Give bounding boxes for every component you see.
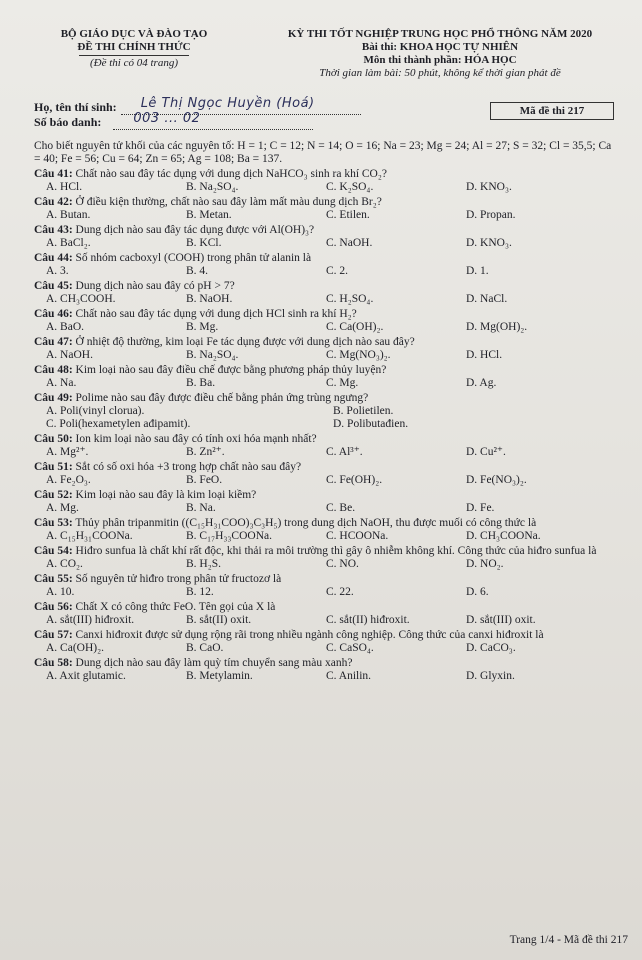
answer-option: B. Na₂SO₄. bbox=[186, 349, 239, 361]
question bbox=[34, 601, 620, 627]
question-stem bbox=[34, 196, 620, 209]
question-label: Câu 55: bbox=[34, 573, 73, 585]
question-label: Câu 50: bbox=[34, 433, 73, 445]
question-text: Số nguyên tử hiđro trong phân tử fructozơ là bbox=[75, 573, 282, 585]
answer-options bbox=[34, 474, 620, 487]
question-stem bbox=[34, 545, 620, 558]
question-stem bbox=[34, 461, 620, 474]
answer-options bbox=[34, 209, 620, 222]
answer-options bbox=[34, 586, 620, 599]
question-stem bbox=[34, 168, 620, 181]
answer-option: B. KCl. bbox=[186, 237, 222, 249]
question-label: Câu 46: bbox=[34, 308, 73, 320]
question-stem bbox=[34, 336, 620, 349]
question-label: Câu 48: bbox=[34, 364, 73, 376]
question-text: Sắt có số oxi hóa +3 trong hợp chất nào sau đây? bbox=[75, 461, 302, 473]
answer-option: C. Fe(OH)₂. bbox=[326, 474, 383, 486]
id-handwriting: 003 ... 02 bbox=[133, 111, 201, 126]
answer-option: D. CH₃COONa. bbox=[466, 530, 541, 542]
question-text: Chất nào sau đây tác dụng với dung dịch NaHCO₃ sinh ra khí CO₂? bbox=[75, 168, 387, 180]
answer-option: B. CaO. bbox=[186, 642, 224, 654]
exam-time: Thời gian làm bài: 50 phút, không kể thời gian phát đề bbox=[319, 67, 561, 79]
question-stem bbox=[34, 252, 620, 265]
answer-options bbox=[34, 418, 620, 431]
exam-code-box: Mã đề thi 217 bbox=[490, 102, 614, 120]
answer-options bbox=[34, 181, 620, 194]
question bbox=[34, 573, 620, 599]
answer-option: C. K₂SO₄. bbox=[326, 181, 374, 193]
answer-option: D. NO₂. bbox=[466, 558, 504, 570]
question-text: Canxi hiđroxit được sử dụng rộng rãi trong nhiều ngành công nghiệp. Công thức của canxi hiđroxit là bbox=[75, 629, 544, 641]
answer-option: A. sắt(III) hiđroxit. bbox=[46, 614, 135, 626]
answer-option: C. 2. bbox=[326, 265, 349, 277]
answer-options bbox=[34, 642, 620, 655]
question-label: Câu 57: bbox=[34, 629, 73, 641]
candidate-info bbox=[34, 96, 620, 130]
question bbox=[34, 308, 620, 334]
question-label: Câu 49: bbox=[34, 392, 73, 404]
answer-option: C. Anilin. bbox=[326, 670, 372, 682]
question-stem bbox=[34, 629, 620, 642]
question-label: Câu 56: bbox=[34, 601, 73, 613]
answer-option: D. Fe(NO₃)₂. bbox=[466, 474, 527, 486]
pages-note: (Đề thi có 04 trang) bbox=[90, 57, 178, 69]
answer-option: A. Na. bbox=[46, 377, 77, 389]
answer-option: D. Cu²⁺. bbox=[466, 446, 506, 458]
answer-option: A. Poli(vinyl clorua). bbox=[46, 405, 145, 417]
answer-option: A. CO₂. bbox=[46, 558, 83, 570]
question-stem bbox=[34, 573, 620, 586]
question-text: Chất nào sau đây tác dụng với dung dịch HCl sinh ra khí H₂? bbox=[75, 308, 357, 320]
answer-option: C. NO. bbox=[326, 558, 359, 570]
question bbox=[34, 517, 620, 543]
question-stem bbox=[34, 489, 620, 502]
question-text: Dung dịch nào sau đây tác dụng được với Al(OH)₃? bbox=[75, 224, 315, 236]
answer-option: D. Mg(OH)₂. bbox=[466, 321, 528, 333]
question bbox=[34, 224, 620, 250]
answer-option: B. FeO. bbox=[186, 474, 223, 486]
question-label: Câu 45: bbox=[34, 280, 73, 292]
question bbox=[34, 657, 620, 683]
answer-option: A. CH₃COOH. bbox=[46, 293, 116, 305]
subject-group: Bài thi: KHOA HỌC TỰ NHIÊN bbox=[361, 41, 519, 53]
answer-option: A. 10. bbox=[46, 586, 75, 598]
answer-option: A. Mg. bbox=[46, 502, 79, 514]
question bbox=[34, 629, 620, 655]
answer-option: D. CaCO₃. bbox=[466, 642, 516, 654]
question-label: Câu 41: bbox=[34, 168, 73, 180]
answer-option: A. Mg²⁺. bbox=[46, 446, 89, 458]
name-handwriting: Lê Thị Ngọc Huyền (Hoá) bbox=[140, 96, 315, 111]
answer-option: D. Fe. bbox=[466, 502, 495, 514]
answer-option: D. KNO₃. bbox=[466, 237, 512, 249]
answer-option: B. 4. bbox=[186, 265, 209, 277]
answer-option: C. Mg. bbox=[326, 377, 359, 389]
answer-option: A. BaO. bbox=[46, 321, 85, 333]
answer-option: A. HCl. bbox=[46, 181, 83, 193]
subject-name: Môn thi thành phần: HÓA HỌC bbox=[363, 54, 517, 66]
question bbox=[34, 392, 620, 431]
answer-option: C. Mg(NO₃)₂. bbox=[326, 349, 391, 361]
answer-option: D. KNO₃. bbox=[466, 181, 512, 193]
answer-option: C. HCOONa. bbox=[326, 530, 389, 542]
answer-option: A. Ca(OH)₂. bbox=[46, 642, 104, 654]
question-label: Câu 52: bbox=[34, 489, 73, 501]
answer-option: D. 1. bbox=[466, 265, 489, 277]
question-text: Polime nào sau đây được điều chế bằng phản ứng trùng ngưng? bbox=[75, 392, 369, 404]
question-text: Ở điều kiện thường, chất nào sau đây làm mất màu dung dịch Br₂? bbox=[75, 196, 382, 208]
answer-option: C. Be. bbox=[326, 502, 356, 514]
question-stem bbox=[34, 224, 620, 237]
question-text: Ion kim loại nào sau đây có tính oxi hóa mạnh nhất? bbox=[75, 433, 317, 445]
answer-options bbox=[34, 670, 620, 683]
name-label: Họ, tên thí sinh: bbox=[34, 100, 117, 114]
question-label: Câu 53: bbox=[34, 517, 73, 529]
question bbox=[34, 433, 620, 459]
question-text: Thủy phân tripanmitin ((C₁₅H₃₁COO)₃C₃H₅) trong dung dịch NaOH, thu được muối có công thức là bbox=[75, 517, 537, 529]
header-left bbox=[34, 28, 234, 80]
question bbox=[34, 196, 620, 222]
question bbox=[34, 168, 620, 194]
answer-option: C. Poli(hexametylen ađipamit). bbox=[46, 418, 191, 430]
answer-options bbox=[34, 293, 620, 306]
answer-option: D. sắt(III) oxit. bbox=[466, 614, 536, 626]
answer-options bbox=[34, 502, 620, 515]
question-list bbox=[34, 168, 620, 683]
question-stem bbox=[34, 392, 620, 405]
answer-option: C. NaOH. bbox=[326, 237, 373, 249]
question-stem bbox=[34, 364, 620, 377]
question-text: Hiđro sunfua là chất khí rất độc, khi thải ra môi trường thì gây ô nhiễm không khí. Công thức của hiđro sunfua là bbox=[75, 545, 597, 557]
answer-option: C. H₂SO₄. bbox=[326, 293, 374, 305]
answer-option: B. Metan. bbox=[186, 209, 232, 221]
exam-title: KỲ THI TỐT NGHIỆP TRUNG HỌC PHỔ THÔNG NĂM 2020 bbox=[287, 28, 593, 40]
question bbox=[34, 489, 620, 515]
answer-option: D. Propan. bbox=[466, 209, 516, 221]
question-label: Câu 42: bbox=[34, 196, 73, 208]
answer-option: B. Mg. bbox=[186, 321, 219, 333]
answer-option: B. Metylamin. bbox=[186, 670, 253, 682]
question-stem bbox=[34, 601, 620, 614]
answer-option: D. Ag. bbox=[466, 377, 497, 389]
question-stem bbox=[34, 517, 620, 530]
question-label: Câu 51: bbox=[34, 461, 73, 473]
question bbox=[34, 252, 620, 278]
answer-options bbox=[34, 558, 620, 571]
question-text: Kim loại nào sau đây điều chế được bằng phương pháp thủy luyện? bbox=[75, 364, 387, 376]
question-label: Câu 58: bbox=[34, 657, 73, 669]
answer-option: A. NaOH. bbox=[46, 349, 93, 361]
question-text: Kim loại nào sau đây là kim loại kiềm? bbox=[75, 489, 257, 501]
question-text: Số nhóm cacboxyl (COOH) trong phân tử alanin là bbox=[75, 252, 312, 264]
answer-option: B. Na. bbox=[186, 502, 216, 514]
answer-option: B. 12. bbox=[186, 586, 214, 598]
question-stem bbox=[34, 280, 620, 293]
answer-option: D. Polibutađien. bbox=[333, 418, 409, 430]
question bbox=[34, 461, 620, 487]
answer-options bbox=[34, 530, 620, 543]
answer-option: A. 3. bbox=[46, 265, 69, 277]
official-label: ĐỀ THI CHÍNH THỨC bbox=[77, 41, 191, 53]
question-text: Chất X có công thức FeO. Tên gọi của X là bbox=[75, 601, 276, 613]
answer-option: A. Axit glutamic. bbox=[46, 670, 126, 682]
question-label: Câu 54: bbox=[34, 545, 73, 557]
question-text: Ở nhiệt độ thường, kim loại Fe tác dụng được với dung dịch nào sau đây? bbox=[75, 336, 415, 348]
question-text: Dung dịch nào sau đây làm quỳ tím chuyển sang màu xanh? bbox=[75, 657, 353, 669]
answer-options bbox=[34, 349, 620, 362]
answer-option: B. sắt(II) oxit. bbox=[186, 614, 252, 626]
question bbox=[34, 336, 620, 362]
answer-option: D. NaCl. bbox=[466, 293, 508, 305]
answer-option: C. Ca(OH)₂. bbox=[326, 321, 384, 333]
answer-options bbox=[34, 405, 620, 418]
atomic-masses: Cho biết nguyên tử khối của các nguyên tố: H = 1; C = 12; N = 14; O = 16; Na = 23; Mg = 24; Al = 27; S = 32; Cl = 35,5; Ca = 40; Fe = 56; Cu = 64; Zn = 65; Ag = 108; Ba = 137. bbox=[34, 140, 612, 165]
question-label: Câu 43: bbox=[34, 224, 73, 236]
question-label: Câu 47: bbox=[34, 336, 73, 348]
answer-option: B. Zn²⁺. bbox=[186, 446, 225, 458]
answer-option: B. NaOH. bbox=[186, 293, 233, 305]
answer-option: B. Polietilen. bbox=[333, 405, 394, 417]
answer-options bbox=[34, 446, 620, 459]
answer-option: A. Fe₂O₃. bbox=[46, 474, 91, 486]
answer-options bbox=[34, 377, 620, 390]
answer-options bbox=[34, 265, 620, 278]
answer-options bbox=[34, 321, 620, 334]
question-stem bbox=[34, 657, 620, 670]
ministry-name: BỘ GIÁO DỤC VÀ ĐÀO TẠO bbox=[60, 28, 208, 40]
id-line bbox=[113, 111, 313, 130]
question-stem bbox=[34, 433, 620, 446]
header-divider bbox=[79, 55, 189, 56]
exam-header bbox=[34, 28, 620, 80]
answer-option: B. Na₂SO₄. bbox=[186, 181, 239, 193]
answer-option: C. sắt(II) hiđroxit. bbox=[326, 614, 410, 626]
answer-options bbox=[34, 614, 620, 627]
answer-option: A. C₁₅H₃₁COONa. bbox=[46, 530, 133, 542]
answer-option: D. 6. bbox=[466, 586, 489, 598]
answer-option: A. Butan. bbox=[46, 209, 91, 221]
question bbox=[34, 364, 620, 390]
header-right bbox=[260, 28, 620, 80]
answer-option: B. Ba. bbox=[186, 377, 216, 389]
answer-option: C. CaSO₄. bbox=[326, 642, 374, 654]
answer-option: D. HCl. bbox=[466, 349, 503, 361]
question-label: Câu 44: bbox=[34, 252, 73, 264]
answer-option: C. Etilen. bbox=[326, 209, 370, 221]
answer-option: A. BaCl₂. bbox=[46, 237, 91, 249]
answer-option: C. 22. bbox=[326, 586, 354, 598]
question bbox=[34, 545, 620, 571]
answer-option: C. Al³⁺. bbox=[326, 446, 363, 458]
id-label: Số báo danh: bbox=[34, 115, 102, 129]
question-stem bbox=[34, 308, 620, 321]
page-footer: Trang 1/4 - Mã đề thi 217 bbox=[509, 934, 628, 946]
answer-option: D. Glyxin. bbox=[466, 670, 515, 682]
answer-options bbox=[34, 237, 620, 250]
question bbox=[34, 280, 620, 306]
question-text: Dung dịch nào sau đây có pH > 7? bbox=[75, 280, 235, 292]
answer-option: B. C₁₇H₃₃COONa. bbox=[186, 530, 272, 542]
answer-option: B. H₂S. bbox=[186, 558, 222, 570]
